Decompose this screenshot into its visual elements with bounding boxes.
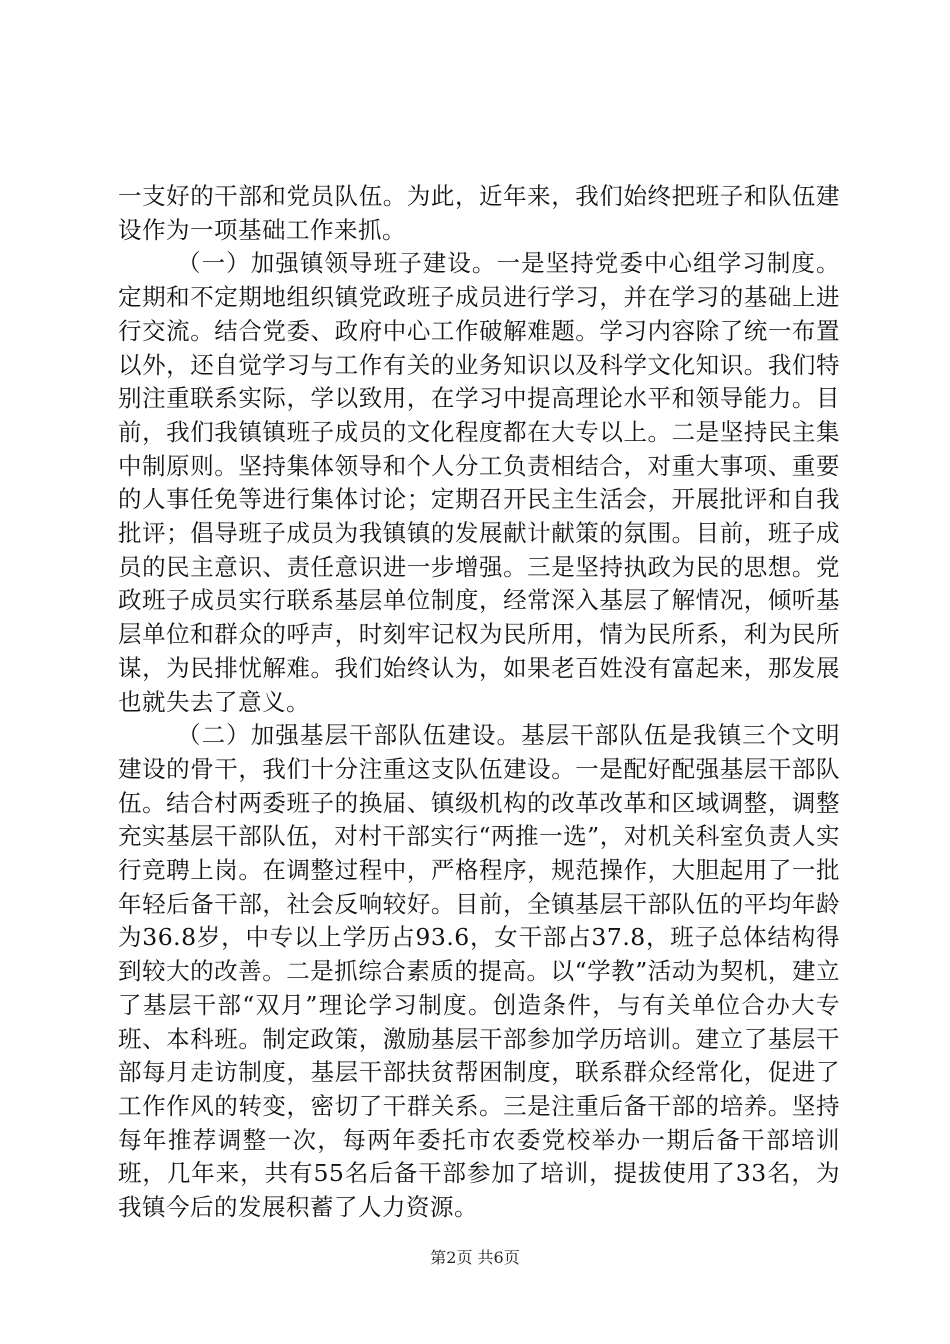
- paragraph-intro-continuation: 一支好的干部和党员队伍。为此，近年来，我们始终把班子和队伍建设作为一项基础工作来抓。: [118, 182, 840, 244]
- paragraph-section-two: （二）加强基层干部队伍建设。基层干部队伍是我镇三个文明建设的骨干，我们十分注重这支队伍建设。一是配好配强基层干部队伍。结合村两委班子的换届、镇级机构的改革改革和区域调整，调整充实基层干部队伍，对村干部实行“两推一选”，对机关科室负责人实行竞聘上岗。在调整过程中，严格程序，规范操作，大胆起用了一批年轻后备干部，社会反响较好。目前，全镇基层干部队伍的平均年龄为36.8岁，中专以上学历占93.6，女干部占37.8，班子总体结构得到较大的改善。二是抓综合素质的提高。以“学教”活动为契机，建立了基层干部“双月”理论学习制度。创造条件，与有关单位合办大专班、本科班。制定政策，激励基层干部参加学历培训。建立了基层干部每月走访制度，基层干部扶贫帮困制度，联系群众经常化，促进了工作作风的转变，密切了干群关系。三是注重后备干部的培养。坚持每年推荐调整一次，每两年委托市农委党校举办一期后备干部培训班，几年来，共有55名后备干部参加了培训，提拔使用了33名，为我镇今后的发展积蓄了人力资源。: [118, 721, 840, 1222]
- document-body: [118, 180, 840, 1225]
- paragraph-section-one: （一）加强镇领导班子建设。一是坚持党委中心组学习制度。定期和不定期地组织镇党政班子成员进行学习，并在学习的基础上进行交流。结合党委、政府中心工作破解难题。学习内容除了统一布置以外，还自觉学习与工作有关的业务知识以及科学文化知识。我们特别注重联系实际，学以致用，在学习中提高理论水平和领导能力。目前，我们我镇镇班子成员的文化程度都在大专以上。二是坚持民主集中制原则。坚持集体领导和个人分工负责相结合，对重大事项、重要的人事任免等进行集体讨论；定期召开民主生活会，开展批评和自我批评；倡导班子成员为我镇镇的发展献计献策的氛围。目前，班子成员的民主意识、责任意识进一步增强。三是坚持执政为民的思想。党政班子成员实行联系基层单位制度，经常深入基层了解情况，倾听基层单位和群众的呼声，时刻牢记权为民所用，情为民所系，利为民所谋，为民排忧解难。我们始终认为，如果老百姓没有富起来，那发展也就失去了意义。: [118, 249, 840, 716]
- page-footer: 第2页 共6页: [430, 1248, 520, 1267]
